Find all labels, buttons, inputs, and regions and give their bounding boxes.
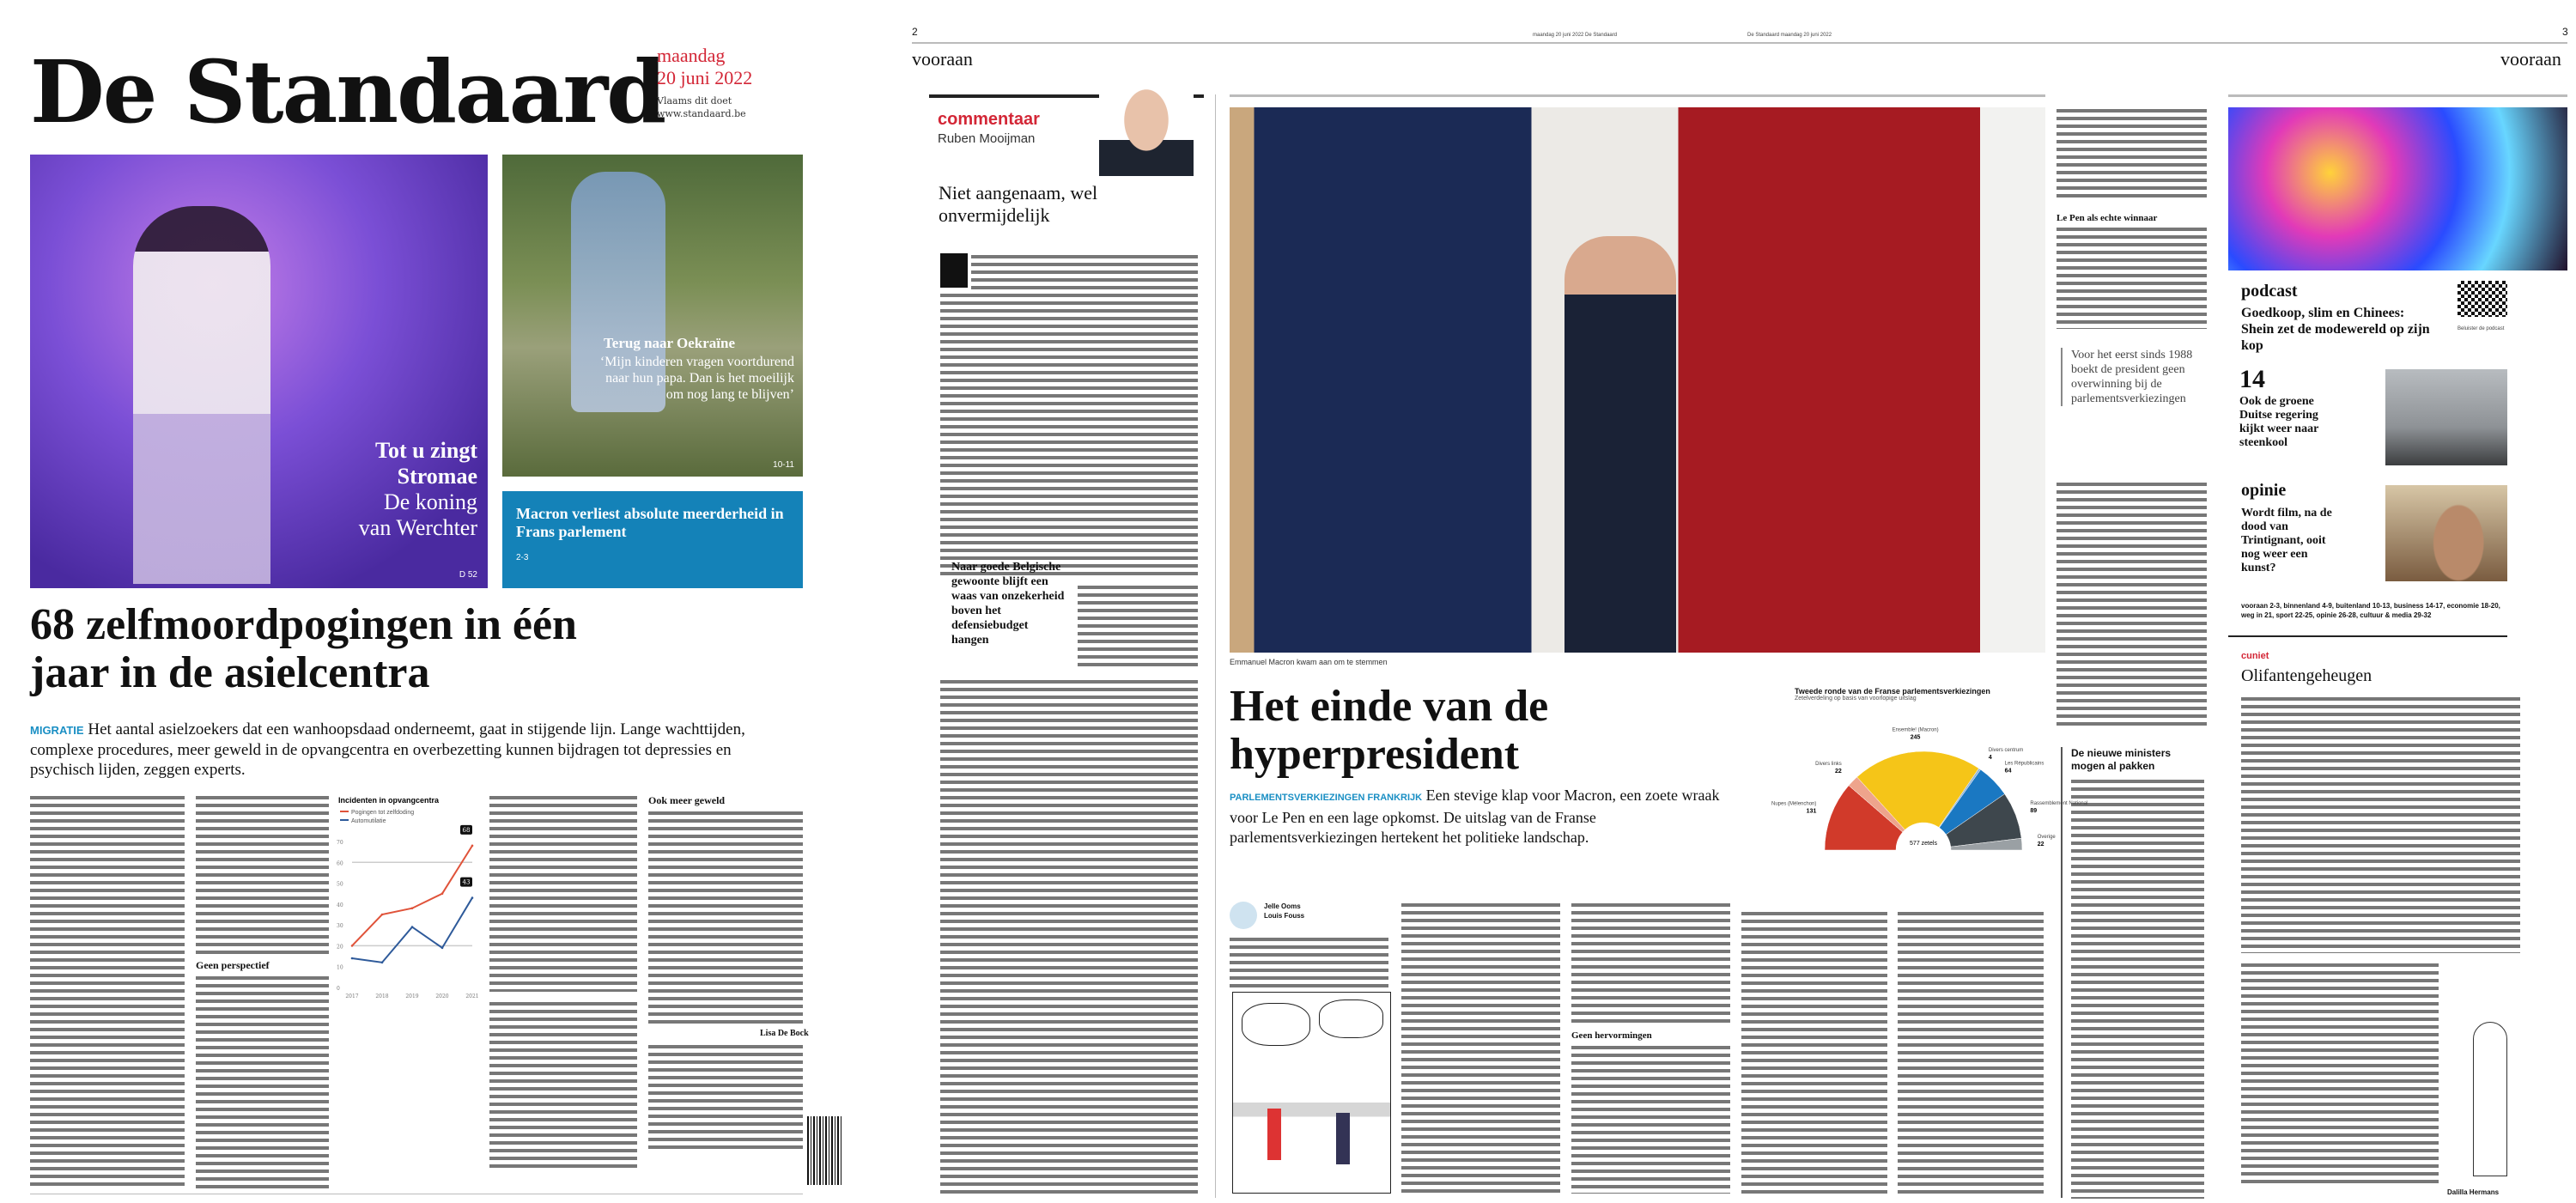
body-column [30, 794, 185, 1189]
ukraine-page-ref: 10-11 [773, 460, 794, 470]
teaser-page-number: 14 [2239, 365, 2265, 393]
data-point [441, 892, 444, 895]
data-point [381, 962, 384, 964]
stromae-page-ref: D 52 [459, 570, 477, 580]
subhead-lepen: Le Pen als echte winnaar [2057, 213, 2158, 223]
lede-label: MIGRATIE [30, 724, 84, 737]
chart-note [337, 1009, 478, 1048]
stromae-caption-2: Stromae [397, 464, 477, 489]
data-point [471, 845, 474, 848]
photo-top-rule [1230, 94, 2045, 97]
y-tick-label: 40 [337, 902, 343, 908]
front-headline[interactable]: 68 zelfmoordpogingen in één jaar in de asielcentra [30, 600, 577, 697]
body-column [1898, 910, 2044, 1194]
slice-value: 64 [2004, 768, 2012, 775]
end-label: 68 [462, 826, 471, 834]
slice-label: Les Républicains [2004, 761, 2044, 767]
body-column [1571, 1044, 1730, 1194]
index-rule [2228, 635, 2507, 637]
x-tick-label: 2020 [435, 993, 449, 999]
running-head-right: De Standaard maandag 20 juni 2022 [1747, 33, 1832, 38]
legend-label: Automutilatie [351, 818, 386, 824]
slice-label: Divers centrum [1988, 747, 2024, 753]
pullquote-right: Voor het eerst sinds 1988 boekt de president geen overwinning bij de parlementsverkiezingen [2061, 348, 2198, 406]
slice-label: Overige [2037, 835, 2056, 841]
seat-chart-title: Tweede ronde van de Franse parlementsverkiezingen [1795, 687, 1990, 696]
stromae-caption-1: Tot u zingt [375, 438, 477, 463]
body-column [1741, 910, 1887, 1194]
body-column [2057, 226, 2207, 329]
columnist-drawing [2473, 1022, 2507, 1176]
macron-photo[interactable] [1230, 107, 2045, 653]
subhead-hervormingen: Geen hervormingen [1571, 1030, 1652, 1041]
stromae-photo[interactable] [30, 155, 488, 588]
x-tick-label: 2021 [465, 993, 479, 999]
data-point [471, 896, 474, 899]
commentaar-author: Ruben Mooijman [938, 131, 1036, 146]
macron-figure [1564, 236, 1676, 653]
series-line-0 [352, 846, 472, 946]
slice-value: 131 [1806, 808, 1817, 815]
stromae-caption-4: van Werchter [358, 515, 477, 540]
running-head-left: maandag 20 juni 2022 De Standaard [1533, 33, 1618, 38]
trintignant-photo[interactable] [2385, 485, 2507, 581]
macron-teaser-page: 2-3 [516, 553, 529, 562]
commentaar-pullquote: Naar goede Belgische gewoonte blijft een waas van onzekerheid boven het defensiebudget hangen [951, 561, 1065, 647]
dropcap [940, 253, 968, 288]
body-column [2057, 481, 2207, 730]
slice-value: 4 [1988, 754, 1992, 761]
speech-bubble [1319, 999, 1383, 1038]
page-index: vooraan 2-3, binnenland 4-9, buitenland 10-13, business 14-17, economie 18-20, weg in 21, sport 22-25, opinie 26-28, cultuur & media 29-32 [2241, 602, 2500, 619]
qr-code[interactable] [2458, 281, 2507, 317]
body-column [648, 1043, 803, 1151]
rail-rule [2228, 94, 2567, 97]
column-body [2241, 962, 2439, 1185]
box-title: De nieuwe ministers mogen al pakken [2071, 747, 2172, 772]
commentaar-body [1078, 584, 1198, 670]
legend-label: Pogingen tot zelfdoding [351, 810, 415, 816]
slice-value: 22 [1835, 769, 1842, 775]
cartoon-figure [1267, 1109, 1281, 1160]
box-body [2071, 778, 2204, 1199]
data-point [351, 945, 354, 947]
body-column [1571, 902, 1730, 1026]
body-column [196, 794, 329, 957]
spread-lede: Een stevige klap voor Macron, een zoete wraak voor Le Pen en een lage opkomst. De uitslag van de Franse parlementsverkiezingen hertekent het politieke landschap. [1230, 787, 1720, 846]
masthead: De Standaard [30, 41, 665, 143]
y-tick-label: 20 [337, 944, 343, 951]
commentaar-label: commentaar [938, 110, 1040, 129]
column-title[interactable]: Olifantengeheugen [2241, 666, 2372, 685]
cartoon[interactable] [1232, 992, 1391, 1194]
subhead-perspectief: Geen perspectief [196, 959, 270, 971]
y-tick-label: 10 [337, 964, 343, 971]
x-tick-label: 2018 [375, 993, 389, 999]
seat-hemicycle-chart [1771, 708, 2088, 893]
author-portrait [1099, 86, 1194, 176]
front-lede: Het aantal asielzoekers dat een wanhoopsdaad onderneemt, gaat in stijgende lijn. Lange wachttijden, complexe procedures, meer geweld in de opvangcentra en overbezetting kunnen bijdragen tot depressies en psychisch lijden, zeggen experts. [30, 720, 745, 779]
shein-photo[interactable] [2228, 107, 2567, 270]
column-body [2241, 696, 2520, 953]
podcast-title[interactable]: Goedkoop, slim en Chinees: Shein zet de modewereld op zijn kop [2241, 306, 2430, 353]
cartoon-figure [1336, 1113, 1350, 1164]
data-point [411, 926, 414, 928]
body-column [648, 810, 803, 1024]
header-rule [912, 42, 2567, 44]
column-divider [1215, 94, 1216, 1198]
section-label-right: vooraan [2500, 48, 2561, 70]
page-number-right: 3 [2562, 26, 2568, 38]
y-tick-label: 60 [337, 860, 343, 867]
slice-label: Rassemblement National [2030, 800, 2088, 806]
singer-figure [133, 206, 270, 584]
opinie-label: opinie [2241, 481, 2287, 500]
page-number-left: 2 [912, 26, 918, 38]
teaser-title[interactable]: Ook de groene Duitse regering kijkt weer naar steenkool [2239, 395, 2319, 449]
body-column [196, 975, 329, 1189]
author-avatar [1230, 902, 1257, 929]
y-tick-label: 0 [337, 986, 340, 992]
x-tick-label: 2019 [405, 993, 419, 999]
photo-caption: Emmanuel Macron kwam aan om te stemmen [1230, 658, 1388, 666]
chart-title: Incidenten in opvangcentra [338, 796, 440, 805]
slice-value: 89 [2030, 807, 2038, 814]
website[interactable]: www.standaard.be [657, 108, 746, 119]
seat-chart-subtitle: Zetelverdeling op basis van voorlopige uitslag [1795, 696, 1917, 702]
ukraine-photo[interactable] [502, 155, 803, 477]
podcast-label: podcast [2241, 282, 2298, 301]
y-tick-label: 50 [337, 881, 343, 888]
body-column [1230, 936, 1388, 987]
barcode [807, 1116, 841, 1185]
coal-plant-photo[interactable] [2385, 369, 2507, 465]
commentaar-body [940, 678, 1198, 1194]
body-column [1401, 902, 1560, 1194]
slice-label: Ensemble! (Macron) [1892, 727, 1939, 733]
spread-headline[interactable]: Het einde van de hyperpresident [1230, 682, 1549, 779]
column-label: cuniet [2241, 651, 2269, 661]
y-tick-label: 30 [337, 923, 343, 930]
data-point [411, 907, 414, 909]
issue-date: 20 juni 2022 [657, 67, 753, 88]
ukraine-quote: ‘Mijn kinderen vragen voortdurend naar hun papa. Dan is het moeilijk om nog lang te blijven’ [599, 355, 794, 402]
body-column [489, 794, 637, 992]
tagline: Vlaams dit doet [657, 95, 732, 106]
data-point [351, 957, 354, 960]
center-label: 577 zetels [1910, 841, 1937, 847]
data-point [441, 947, 444, 950]
slice-value: 22 [2037, 841, 2044, 848]
opinie-title[interactable]: Wordt film, na de dood van Trintignant, ooit nog weer een kunst? [2241, 507, 2332, 574]
slice-value: 245 [1910, 734, 1921, 741]
stromae-caption-3: De koning [383, 489, 477, 514]
section-label-left: vooraan [912, 48, 973, 70]
subhead-geweld: Ook meer geweld [648, 794, 726, 806]
data-point [381, 914, 384, 916]
body-column [489, 1000, 637, 1172]
article-authors: Jelle Ooms Louis Fouss [1264, 902, 1305, 920]
slice-label: Nupes (Mélenchon) [1771, 801, 1817, 807]
spread-kicker: PARLEMENTSVERKIEZINGEN FRANKRIJK [1230, 793, 1423, 803]
column-author: Dalilla Hermans [2447, 1188, 2500, 1196]
issue-day: maandag [657, 45, 726, 66]
body-column [2057, 107, 2207, 202]
commentaar-body [940, 253, 1198, 580]
y-tick-label: 70 [337, 840, 343, 846]
macron-teaser-title: Macron verliest absolute meerderheid in Frans parlement [516, 505, 784, 540]
macron-teaser-box[interactable] [502, 491, 803, 588]
qr-caption: Beluister de podcast [2458, 326, 2505, 331]
x-tick-label: 2017 [345, 993, 359, 999]
commentaar-title[interactable]: Niet aangenaam, wel onvermijdelijk [939, 182, 1098, 226]
end-label: 43 [462, 878, 471, 886]
ukraine-kicker: Terug naar Oekraïne [604, 335, 736, 351]
speech-bubble [1242, 1003, 1310, 1046]
incidents-line-chart [337, 794, 478, 1000]
slice-label: Divers links [1815, 762, 1842, 768]
front-byline: Lisa De Bock [760, 1029, 809, 1038]
